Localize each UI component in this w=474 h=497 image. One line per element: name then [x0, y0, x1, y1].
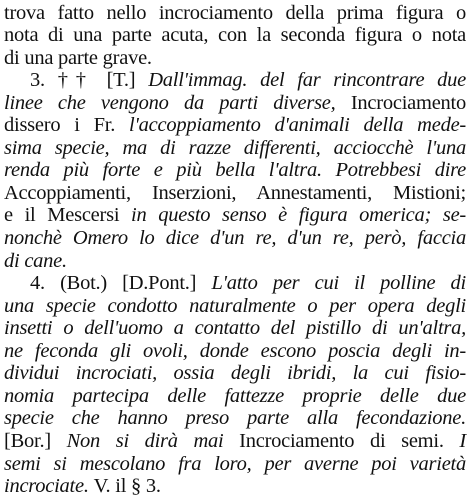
italic-text: L'atto per cui il polline di	[211, 272, 467, 295]
text-line	[4, 227, 466, 249]
roman-text: di una parte grave.	[4, 46, 152, 69]
italic-text: linee che vengono da parti diverse,	[4, 91, 351, 114]
roman-text: nota di una parte acuta, con la seconda figura o nota	[4, 24, 466, 47]
italic-text: renda più forte e più bella l'altra. Potrebbesi dire	[4, 159, 466, 182]
roman-text: 3. †† [T.]	[30, 69, 149, 92]
italic-text: Non si dirà mai	[66, 429, 240, 452]
roman-text: trova fatto nello incrociamento della prima figura o	[4, 1, 466, 24]
text-line	[4, 317, 466, 339]
text-line	[4, 204, 466, 226]
roman-text: Accoppiamenti, Inserzioni, Annestamenti, Mistioni;	[4, 181, 466, 204]
text-line	[4, 114, 466, 136]
roman-text: V. il § 3.	[93, 475, 161, 497]
text-line	[4, 182, 466, 204]
text-line	[4, 137, 466, 159]
text-line	[4, 475, 466, 497]
text-line	[4, 24, 466, 46]
italic-text: in questo senso è figura omerica; se-	[131, 204, 466, 227]
italic-text: di cane.	[4, 249, 67, 272]
roman-text: Incrociamento di semi.	[239, 429, 460, 452]
italic-text: incrociate.	[4, 475, 94, 497]
text-line	[4, 407, 466, 429]
text-line	[4, 362, 466, 384]
italic-text: una specie condotto naturalmente o per opera degli	[4, 294, 466, 317]
italic-text: dividui incrociati, ossia degli ibridi, la cui fisio-	[4, 362, 466, 385]
text-line	[30, 272, 466, 294]
italic-text: nomia partecipa delle fattezze proprie delle due	[4, 384, 466, 407]
roman-text: 4. (Bot.) [D.Pont.]	[30, 272, 212, 295]
italic-text: nonchè Omero lo dice d'un re, d'un re, però, faccia	[4, 227, 466, 249]
text-line	[4, 295, 466, 317]
text-line	[4, 340, 466, 362]
roman-text: e il Mescersi	[4, 204, 132, 227]
italic-text: sima specie, ma di razze differenti, acciocchè l'una	[4, 136, 466, 159]
italic-text: semi si mescolano fra loro, per averne poi varietà	[4, 452, 466, 475]
roman-text: Incrociamento	[350, 91, 466, 114]
text-line	[4, 2, 466, 24]
text-line	[4, 250, 466, 272]
text-line	[30, 69, 466, 91]
text-line	[4, 47, 466, 69]
roman-text: dissero i Fr.	[4, 114, 130, 137]
italic-text: ne feconda gli ovoli, donde escono poscia degli in-	[4, 339, 466, 362]
text-line	[4, 430, 466, 452]
italic-text: Dall'immag. del far rincontrare due	[148, 69, 467, 92]
text-line	[4, 385, 466, 407]
italic-text: l'accoppiamento d'animali della mede-	[129, 114, 467, 137]
roman-text: [Bor.]	[4, 429, 67, 452]
text-line	[4, 92, 466, 114]
italic-text: insetti o dell'uomo a contatto del pistillo di un'altra,	[4, 317, 466, 340]
italic-text: specie che hanno preso parte alla fecondazione.	[4, 407, 466, 430]
text-line	[4, 159, 466, 181]
italic-text: I	[459, 429, 466, 452]
